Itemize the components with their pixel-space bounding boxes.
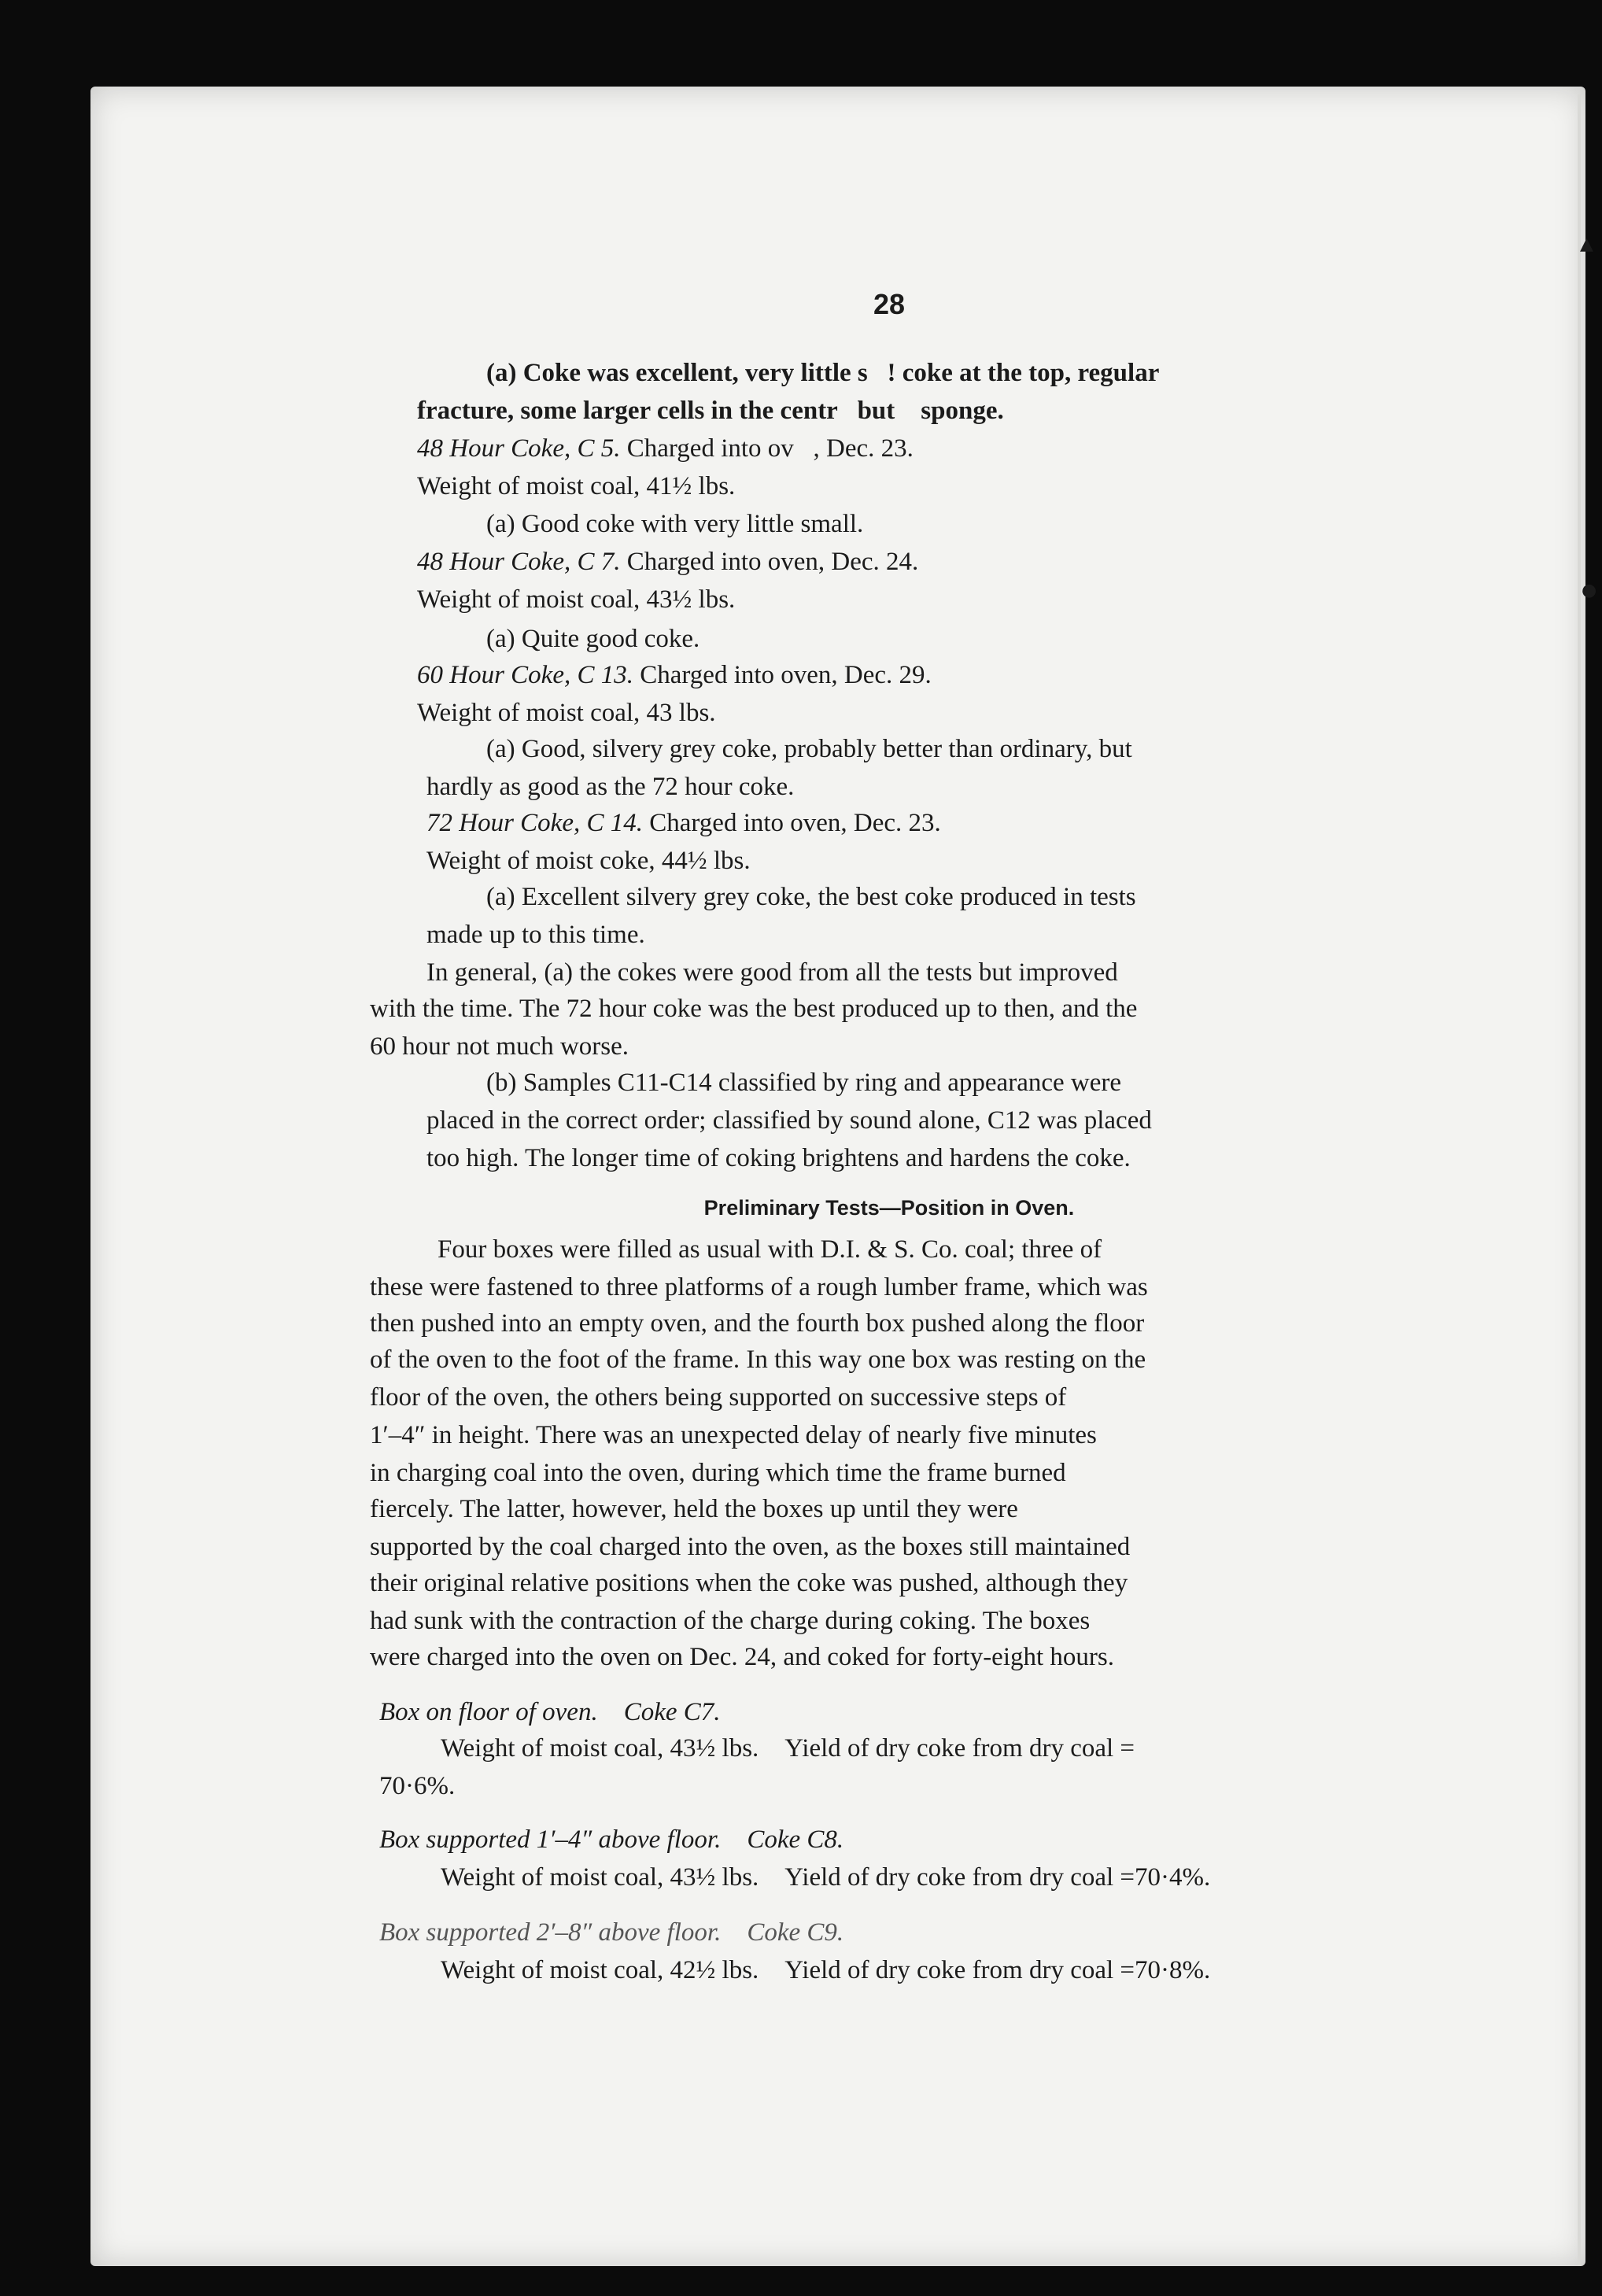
text-line: (a) Excellent silvery grey coke, the best coke produced in tests (486, 883, 1136, 911)
text-line: Four boxes were filled as usual with D.I. & S. Co. coal; three of (437, 1235, 1102, 1264)
coke-entry-text: Charged into oven, Dec. 23. (643, 809, 941, 837)
scan-artifact-mark: ● (1582, 581, 1597, 600)
box-weight-yield: Weight of moist coal, 42½ lbs. Yield of dry coke from dry coal =70·8%. (441, 1956, 1211, 1984)
coke-entry-text: Charged into ov , Dec. 23. (620, 434, 914, 463)
text-line: (a) Good coke with very little small. (486, 510, 864, 538)
text-line: supported by the coal charged into the oven, as the boxes still maintained (370, 1533, 1131, 1561)
coke-entry (417, 663, 932, 688)
text-line: fracture, some larger cells in the centr but sponge. (417, 397, 1004, 425)
coke-entry (426, 810, 941, 836)
box-weight-yield: Weight of moist coal, 43½ lbs. Yield of dry coke from dry coal = (441, 1734, 1135, 1763)
text-line: In general, (a) the cokes were good from all the tests but improved (426, 958, 1118, 987)
text-line: (a) Coke was excellent, very little s ! coke at the top, regular (486, 359, 1160, 387)
text-line: had sunk with the contraction of the charge during coking. The boxes (370, 1607, 1091, 1635)
text-line: these were fastened to three platforms of a rough lumber frame, which was (370, 1273, 1148, 1301)
text-line: Weight of moist coke, 44½ lbs. (426, 847, 751, 875)
text-line: floor of the oven, the others being supported on successive steps of (370, 1383, 1067, 1412)
text-line: Weight of moist coal, 43½ lbs. (417, 585, 736, 614)
box-yield-continued: 70·6%. (379, 1772, 456, 1800)
text-line: Weight of moist coal, 43 lbs. (417, 699, 716, 727)
text-line: (a) Good, silvery grey coke, probably better than ordinary, but (486, 735, 1132, 763)
text-line: Weight of moist coal, 41½ lbs. (417, 472, 736, 500)
coke-entry-title: 60 Hour Coke, C 13. (417, 661, 633, 689)
text-line: then pushed into an empty oven, and the fourth box pushed along the floor (370, 1309, 1145, 1338)
text-line: (b) Samples C11-C14 classified by ring and appearance were (486, 1069, 1122, 1097)
box-weight-yield: Weight of moist coal, 43½ lbs. Yield of dry coke from dry coal =70·4%. (441, 1863, 1211, 1892)
coke-entry (417, 549, 918, 575)
text-line: their original relative positions when the coke was pushed, although they (370, 1569, 1128, 1597)
text-line: 1′–4″ in height. There was an unexpected delay of nearly five minutes (370, 1421, 1097, 1449)
text-line: placed in the correct order; classified by sound alone, C12 was placed (426, 1106, 1152, 1135)
text-line: made up to this time. (426, 921, 645, 949)
text-line: with the time. The 72 hour coke was the best produced up to then, and the (370, 995, 1138, 1023)
text-line: hardly as good as the 72 hour coke. (426, 773, 795, 801)
coke-entry-title: 48 Hour Coke, C 7. (417, 548, 621, 576)
page-number: 28 (873, 288, 906, 320)
scan-artifact-mark: ▲ (1580, 234, 1593, 254)
box-title: Box supported 1′–4″ above floor. Coke C8. (379, 1825, 844, 1854)
text-line: 60 hour not much worse. (370, 1032, 629, 1061)
box-title: Box on floor of oven. Coke C7. (379, 1698, 721, 1726)
coke-entry-title: 48 Hour Coke, C 5. (417, 434, 621, 463)
text-line: too high. The longer time of coking brightens and hardens the coke. (426, 1144, 1131, 1172)
coke-entry (417, 436, 914, 462)
page-edge (1578, 94, 1581, 2266)
section-heading: Preliminary Tests—Position in Oven. (703, 1196, 1075, 1220)
text-line: (a) Quite good coke. (486, 625, 700, 653)
coke-entry-title: 72 Hour Coke, C 14. (426, 809, 643, 837)
coke-entry-text: Charged into oven, Dec. 24. (620, 548, 919, 576)
box-title: Box supported 2′–8″ above floor. Coke C9. (379, 1918, 844, 1947)
text-line: of the oven to the foot of the frame. In this way one box was resting on the (370, 1345, 1146, 1374)
coke-entry-text: Charged into oven, Dec. 29. (633, 661, 932, 689)
text-line: in charging coal into the oven, during which time the frame burned (370, 1459, 1066, 1487)
text-line: fiercely. The latter, however, held the boxes up until they were (370, 1495, 1018, 1523)
text-line: were charged into the oven on Dec. 24, and coked for forty-eight hours. (370, 1643, 1114, 1671)
